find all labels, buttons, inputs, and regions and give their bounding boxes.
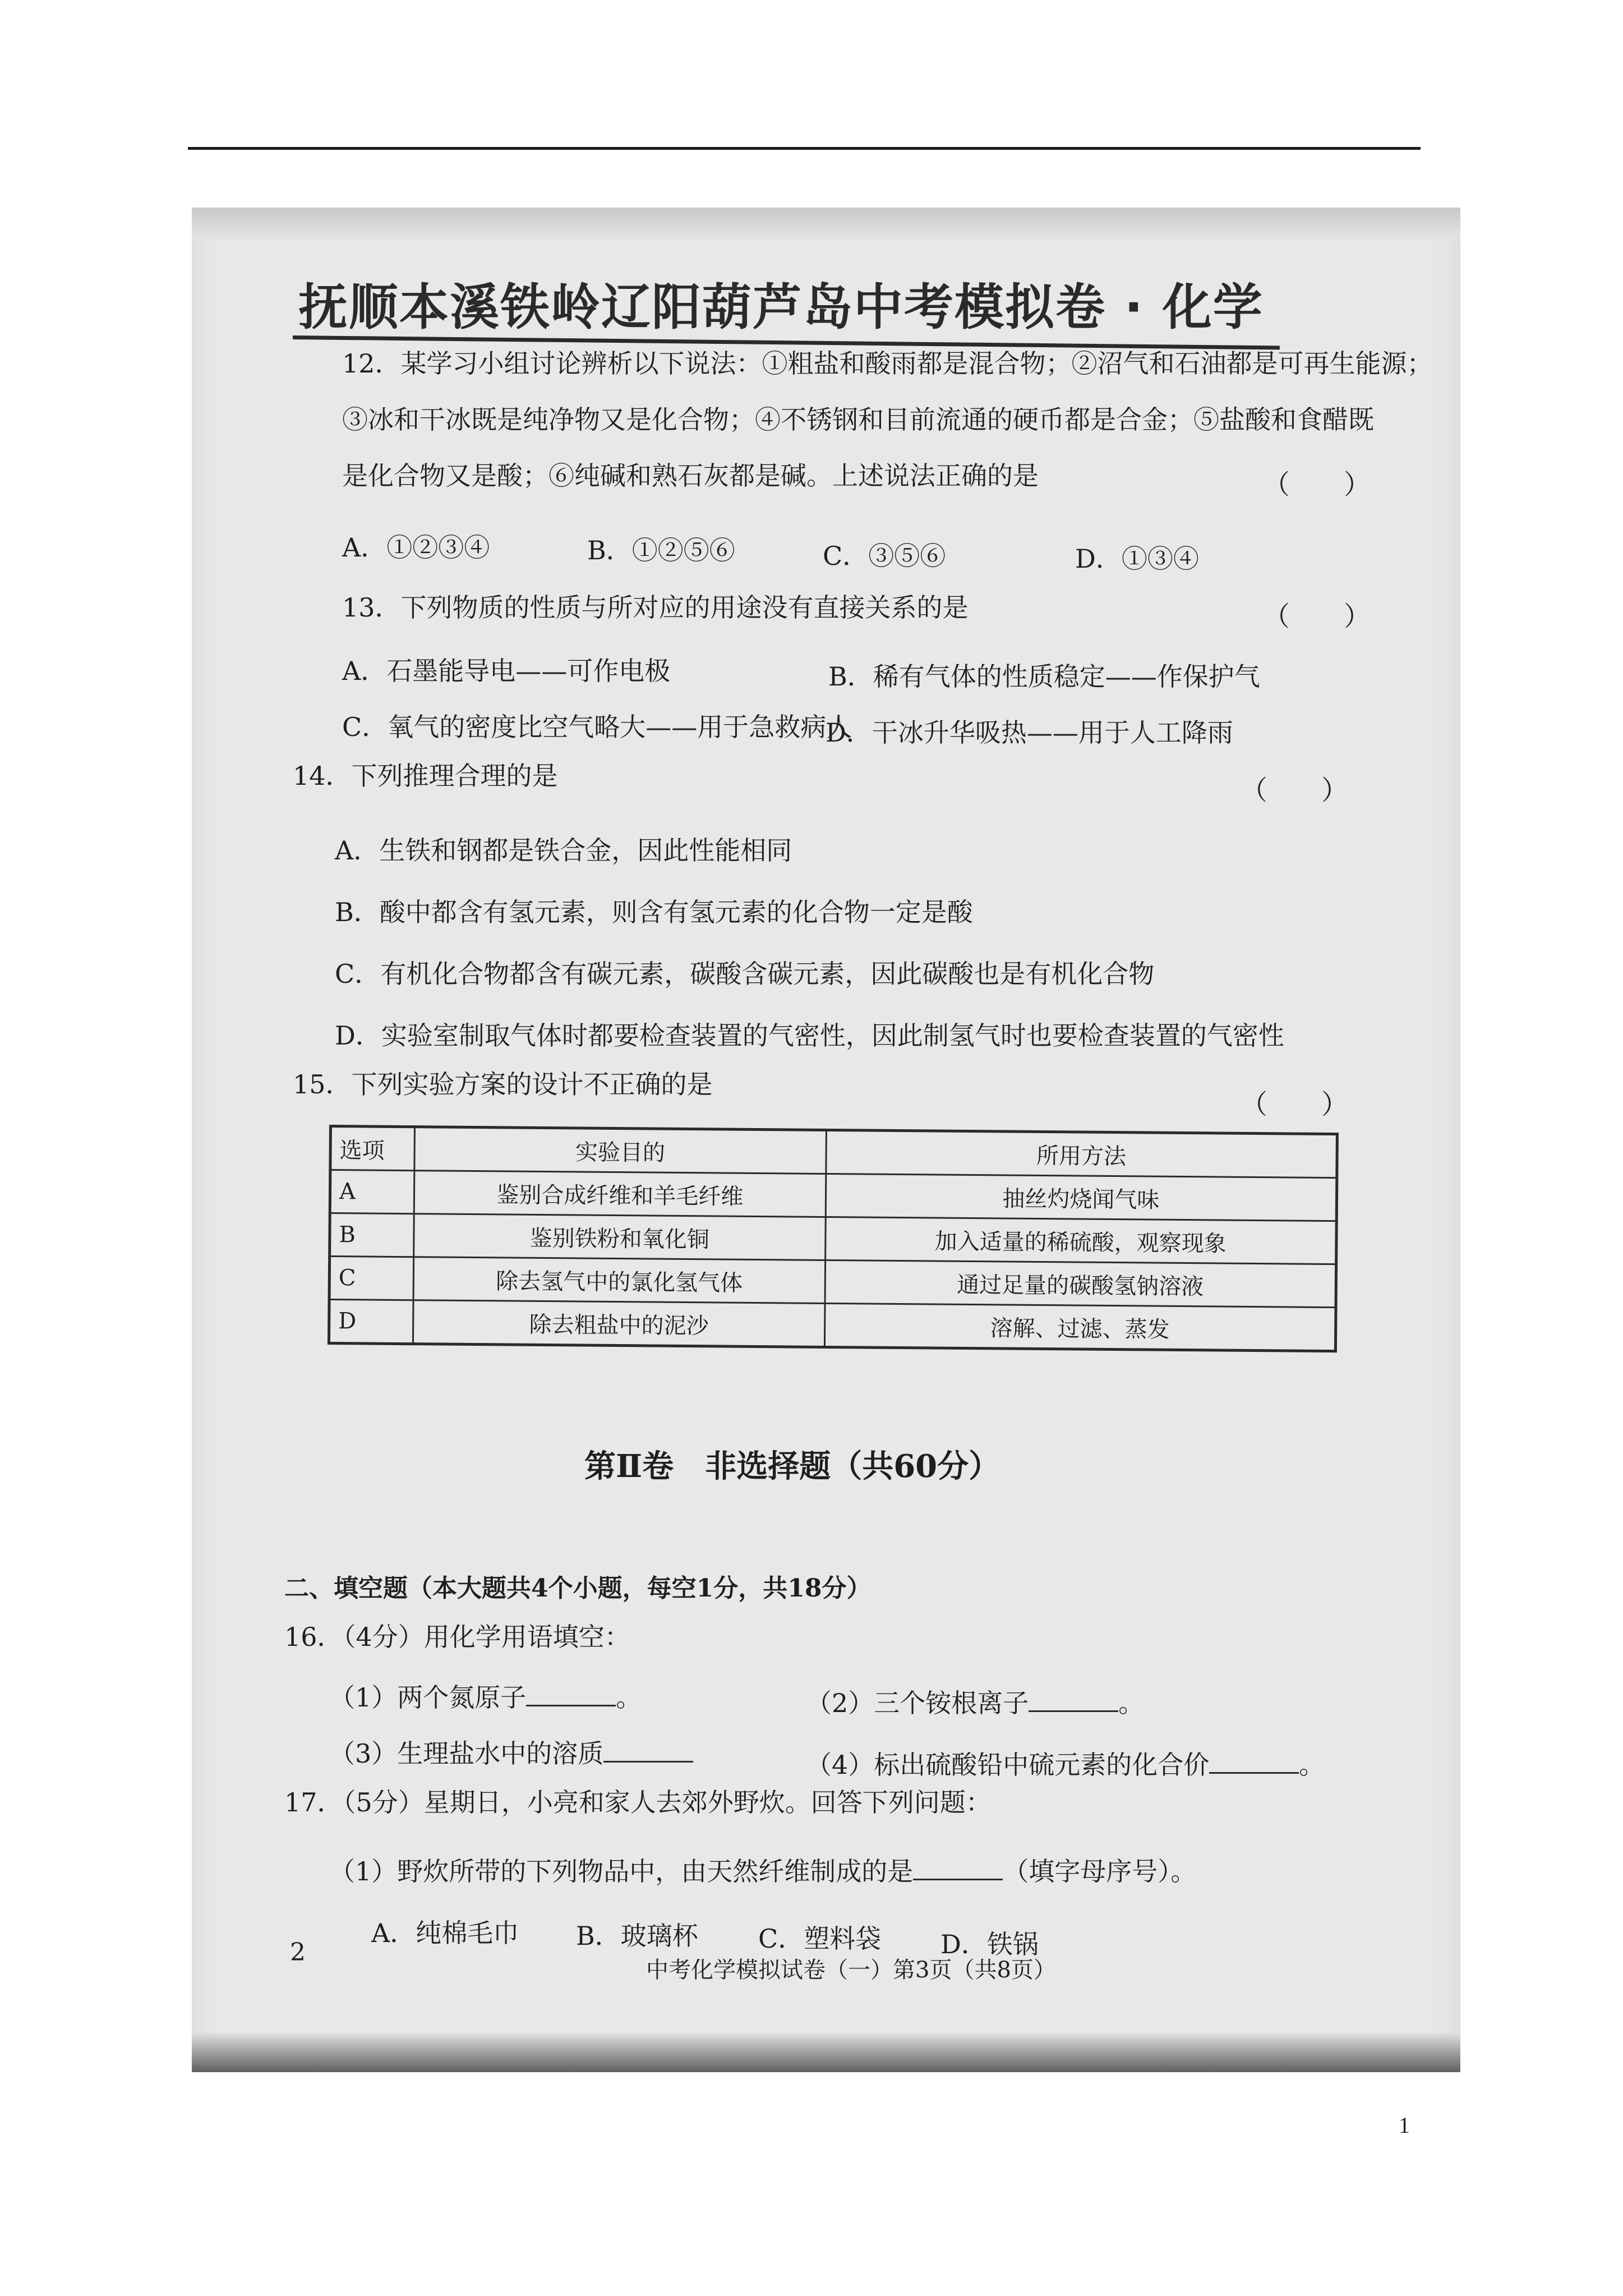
q16-item4-label: （4）标出硫酸铅中硫元素的化合价 [806, 1750, 1210, 1780]
q16-item3-label: （3）生理盐水中的溶质 [329, 1738, 604, 1769]
q17-option-a: A．纯棉毛巾 [371, 1918, 519, 1948]
scanned-page-footer: 中考化学模拟试卷（一）第3页（共8页） [646, 1957, 1056, 1983]
q16-item1 [329, 1677, 642, 1714]
table-row [329, 1257, 1336, 1308]
scanned-page-photo [192, 208, 1460, 2072]
q16-item2 [806, 1683, 1144, 1720]
table-cell-method: 抽丝灼烧闻气味 [826, 1174, 1337, 1221]
table-cell-purpose: 除去粗盐中的泥沙 [413, 1300, 824, 1347]
q13-option-a: A．石墨能导电——可作电极 [342, 656, 671, 686]
q16-item4-period: 。 [1299, 1750, 1325, 1780]
q12-line3: 是化合物又是酸；⑥纯碱和熟石灰都是碱。上述说法正确的是 [342, 461, 1039, 491]
q14-option-c: C．有机化合物都含有碳元素，碳酸含碳元素，因此碳酸也是有机化合物 [335, 959, 1155, 989]
q17-option-c: C．塑料袋 [758, 1924, 882, 1954]
section-fill-in-heading: 二、填空题（本大题共4个小题，每空1分，共18分） [284, 1574, 872, 1603]
table-cell-option: D [329, 1300, 413, 1344]
table-cell-purpose: 鉴别铁粉和氧化铜 [414, 1214, 826, 1260]
photo-bottom-shadow [192, 2033, 1460, 2072]
table-header-option: 选项 [330, 1126, 415, 1171]
table-row [330, 1170, 1337, 1221]
exam-header-title: 抚顺本溪铁岭辽阳葫芦岛中考模拟卷 · 化学 [298, 278, 1264, 336]
scanned-page-number: 2 [290, 1938, 306, 1967]
q17-sub1-label: （1）野炊所带的下列物品中，由天然纤维制成的是 [329, 1856, 914, 1887]
q13-option-d: D．干冰升华吸热——用于人工降雨 [826, 717, 1233, 748]
table-cell-method: 加入适量的稀硫酸，观察现象 [825, 1217, 1336, 1264]
q14-option-a: A．生铁和钢都是铁合金，因此性能相同 [335, 835, 792, 866]
q14-option-b: B．酸中都含有氢元素，则含有氢元素的化合物一定是酸 [335, 897, 973, 927]
q16-item1-blank[interactable] [526, 1682, 616, 1706]
q13-answer-paren: （ ） [1263, 601, 1371, 632]
q17-option-d: D．铁锅 [940, 1929, 1039, 1959]
q13-stem: 13．下列物质的性质与所对应的用途没有直接关系的是 [342, 592, 969, 623]
q12-option-c: C．③⑤⑥ [823, 541, 946, 571]
q16-item1-label: （1）两个氮原子 [329, 1682, 527, 1713]
q17-sub1-tail: （填字母序号）。 [1003, 1856, 1197, 1887]
q16-item4 [806, 1745, 1325, 1782]
table-header-purpose: 实验目的 [414, 1127, 826, 1174]
q15-answer-paren: （ ） [1241, 1089, 1349, 1120]
q14-stem: 14．下列推理合理的是 [293, 761, 558, 791]
q12-option-d: D．①③④ [1075, 544, 1199, 574]
q16-item2-label: （2）三个铵根离子 [806, 1688, 1029, 1718]
q13-option-b: B．稀有气体的性质稳定——作保护气 [828, 661, 1260, 692]
table-cell-option: C [329, 1257, 414, 1300]
q16-stem: 16．（4分）用化学用语填空： [284, 1622, 630, 1652]
q12-option-b: B．①②⑤⑥ [587, 535, 735, 565]
q16-item1-period: 。 [616, 1682, 642, 1713]
q12-answer-paren: （ ） [1263, 469, 1371, 500]
table-cell-method: 通过足量的碳酸氢钠溶液 [825, 1260, 1336, 1307]
q17-sub1-blank[interactable] [913, 1856, 1003, 1880]
table-cell-purpose: 鉴别合成纤维和羊毛纤维 [414, 1171, 826, 1217]
q17-stem: 17．（5分）星期日，小亮和家人去郊外野炊。回答下列问题： [284, 1787, 992, 1818]
q12-option-a: A．①②③④ [342, 532, 490, 563]
q16-item4-blank[interactable] [1209, 1750, 1299, 1774]
q14-answer-paren: （ ） [1241, 775, 1349, 806]
q16-item2-blank[interactable] [1029, 1688, 1118, 1712]
q12-line2: ③冰和干冰既是纯净物又是化合物；④不锈钢和目前流通的硬币都是合金；⑤盐酸和食醋既 [342, 404, 1374, 435]
q14-option-d: D．实验室制取气体时都要检查装置的气密性，因此制氢气时也要检查装置的气密性 [335, 1020, 1284, 1051]
q16-item3 [329, 1733, 693, 1770]
q12-line1: 12．某学习小组讨论辨析以下说法：①粗盐和酸雨都是混合物；②沼气和石油都是可再生能源； [342, 348, 1433, 379]
top-rule [188, 147, 1421, 150]
q13-option-c: C．氧气的密度比空气略大——用于急救病人 [342, 712, 852, 742]
table-row [330, 1213, 1337, 1264]
q16-item3-blank[interactable] [603, 1738, 693, 1763]
photo-top-shadow [192, 208, 1460, 239]
document-page-number: 1 [1399, 2113, 1410, 2138]
table-cell-option: B [330, 1213, 414, 1257]
table-cell-option: A [330, 1170, 414, 1214]
table-row [329, 1300, 1336, 1351]
q17-option-b: B．玻璃杯 [576, 1921, 698, 1951]
table-cell-purpose: 除去氢气中的氯化氢气体 [413, 1257, 825, 1304]
experiment-table [328, 1125, 1339, 1352]
table-header-method: 所用方法 [826, 1130, 1338, 1177]
q17-sub1 [329, 1851, 1196, 1888]
q15-stem: 15．下列实验方案的设计不正确的是 [293, 1069, 713, 1099]
table-cell-method: 溶解、过滤、蒸发 [824, 1303, 1336, 1351]
q16-item2-period: 。 [1118, 1688, 1145, 1718]
part2-title: 第Ⅱ卷 非选择题（共60分） [584, 1448, 1000, 1485]
table-header-row [330, 1126, 1338, 1178]
